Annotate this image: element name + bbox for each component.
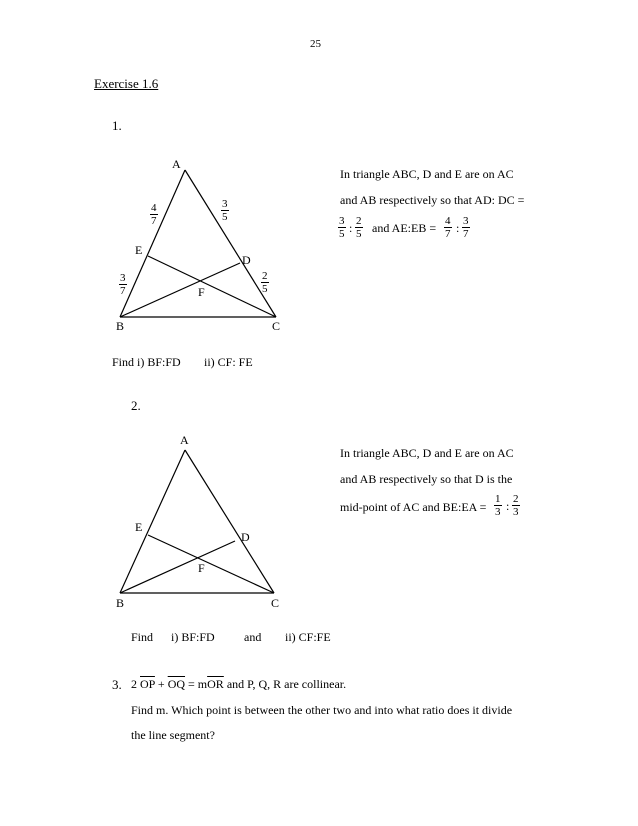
q3-number: 3.: [112, 677, 122, 692]
q1-ratio2-sep: :: [456, 221, 460, 235]
q2-segment-ec: [148, 535, 274, 593]
q2-find-part1: Find: [131, 630, 154, 644]
q2-find-part4: ii) CF:FE: [285, 630, 331, 644]
q1-label-e: E: [135, 243, 143, 257]
q1-fraction-ad: $\frac{3}{5}$: [222, 198, 228, 223]
q2-text-line1: In triangle ABC, D and E are on AC: [340, 446, 514, 460]
q2-label-f: F: [198, 561, 205, 575]
q1-label-c: C: [272, 319, 281, 333]
exercise-title: Exercise 1.6: [94, 76, 159, 91]
q3-equation: [131, 677, 346, 692]
q2-text-line2: and AB respectively so that D is the: [340, 472, 513, 486]
q2-side-ab: [120, 450, 185, 593]
q1-and-text: and AE:EB =: [372, 221, 437, 235]
q3-plus: +: [157, 677, 165, 691]
q1-ratio2-a: $\frac{4}{7}$: [445, 215, 451, 240]
q2-ratio-sep: :: [506, 499, 510, 513]
q1-text-line1: In triangle ABC, D and E are on AC: [340, 167, 514, 181]
q1-label-b: B: [116, 319, 125, 333]
q1-ratio1-b: $\frac{2}{5}$: [356, 215, 362, 240]
q1-number: 1.: [112, 118, 122, 133]
q1-label-a: A: [172, 157, 181, 171]
q2-ratio-b: $\frac{2}{3}$: [513, 493, 519, 518]
q2-find-part2: i) BF:FD: [171, 630, 215, 644]
q2-label-c: C: [271, 596, 280, 610]
q2-label-b: B: [116, 596, 125, 610]
q3-line2: Find m. Which point is between the other two and into what ratio does it divide: [131, 703, 513, 717]
q1-label-f: F: [198, 285, 205, 299]
q1-fraction-eb: $\frac{3}{7}$: [120, 272, 126, 297]
q1-ratio1-a: $\frac{3}{5}$: [339, 215, 345, 240]
q3-coef: 2: [131, 677, 137, 691]
q3-eq-m: = m: [188, 677, 208, 691]
q1-find-part2: ii) CF: FE: [204, 355, 253, 369]
page-number: 25: [310, 38, 321, 50]
q1-ratio2-b: $\frac{3}{7}$: [463, 215, 469, 240]
q2-find-part3: and: [244, 630, 262, 644]
q3-rest: and P, Q, R are collinear.: [226, 677, 347, 691]
q3-vector-oq: $\overline{OQ}$: [167, 677, 186, 691]
q2-label-e: E: [135, 520, 143, 534]
q2-label-d: D: [241, 530, 250, 544]
q2-label-a: A: [180, 433, 189, 447]
q2-ratio-a: $\frac{1}{3}$: [495, 493, 501, 518]
q3-line3: the line segment?: [131, 728, 215, 742]
q1-text-line2: and AB respectively so that AD: DC =: [340, 193, 525, 207]
q1-find-part1: Find i) BF:FD: [112, 355, 181, 369]
q1-label-d: D: [242, 253, 251, 267]
q1-fraction-dc: $\frac{2}{5}$: [262, 270, 268, 295]
q3-vector-or: $\overline{OR}$: [207, 677, 224, 691]
q1-fraction-ae: $\frac{4}{7}$: [151, 202, 157, 227]
q3-vector-op: $\overline{OP}$: [140, 677, 155, 691]
q2-number: 2.: [131, 398, 141, 413]
q2-text-line3: mid-point of AC and BE:EA =: [340, 500, 487, 514]
q1-ratio1-sep: :: [349, 221, 353, 235]
